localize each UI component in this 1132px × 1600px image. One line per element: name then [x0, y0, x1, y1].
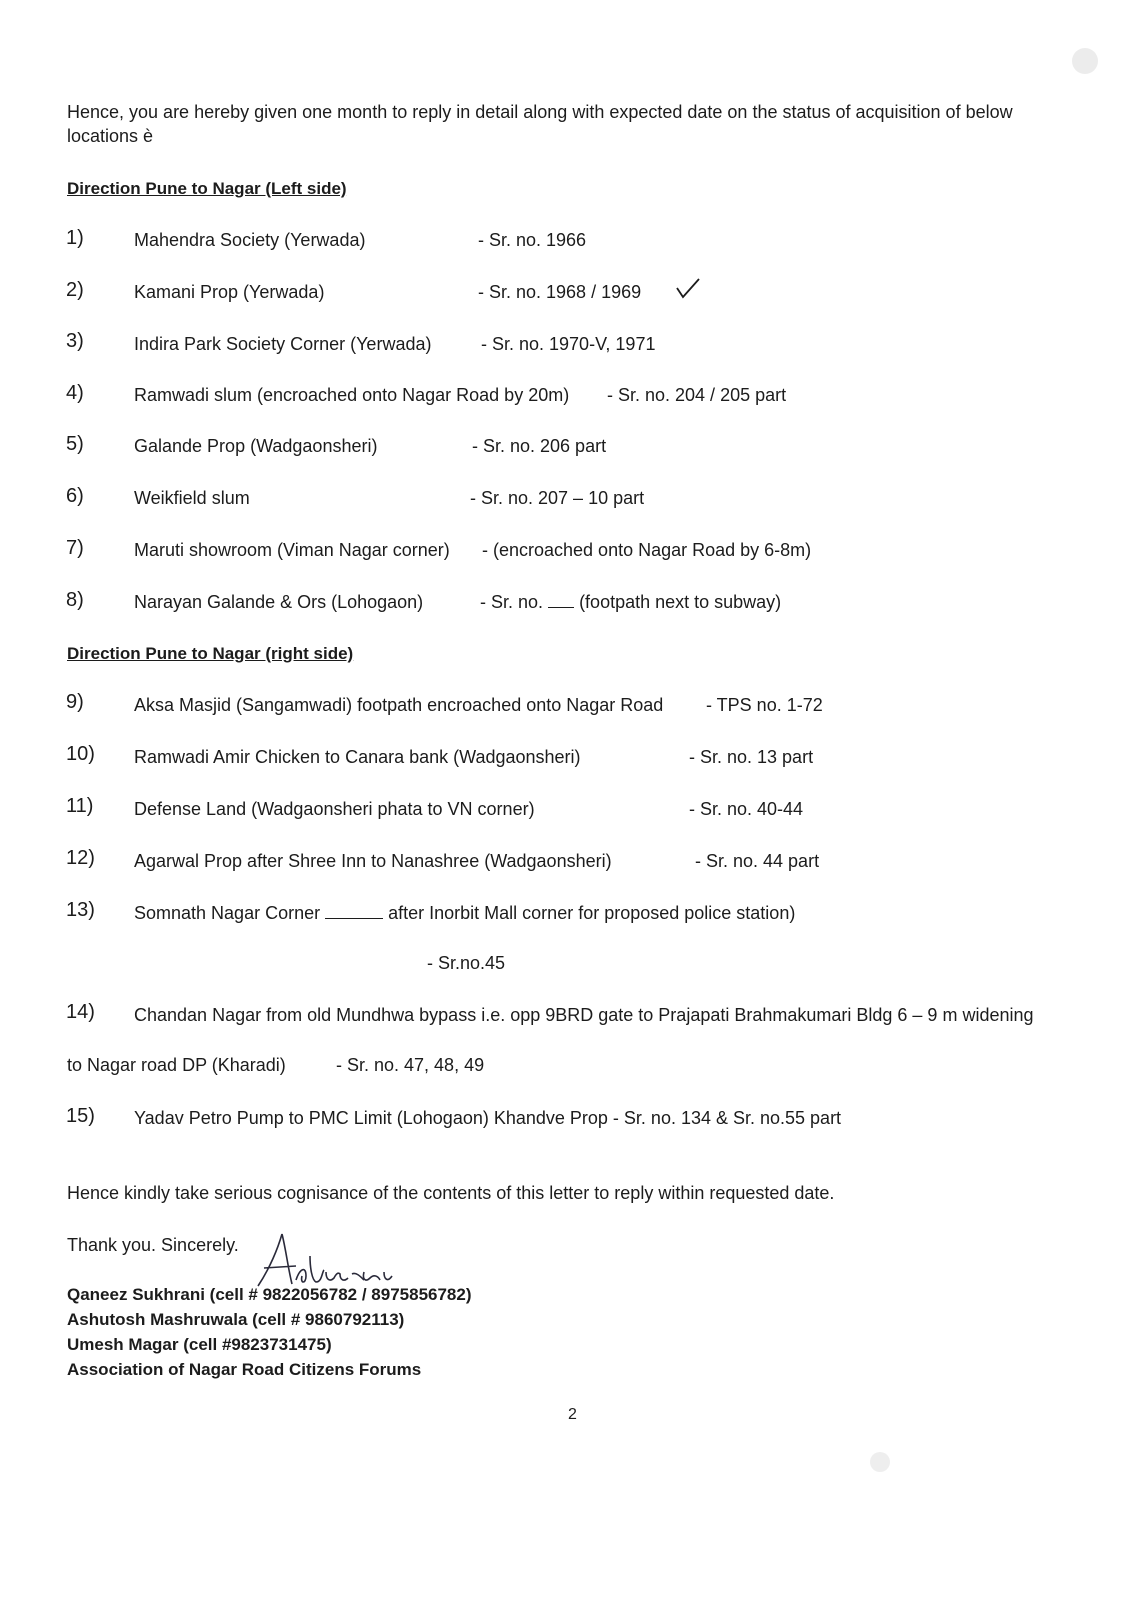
item-number: 7): [66, 537, 84, 559]
blank-line: [325, 904, 383, 919]
item-location: Ramwadi slum (encroached onto Nagar Road by 20m): [134, 385, 570, 405]
item-location: Agarwal Prop after Shree Inn to Nanashree (Wadgaonsheri): [134, 851, 612, 871]
item-number: 15): [66, 1105, 95, 1127]
item-ref: - Sr. no. 1966: [478, 230, 587, 250]
intro-line-2: locations è: [67, 126, 154, 146]
item-location: Narayan Galande & Ors (Lohogaon): [134, 592, 424, 612]
item-ref: - TPS no. 1-72: [706, 695, 823, 715]
closing-line: Hence kindly take serious cognisance of the contents of this letter to reply within requested date.: [67, 1183, 835, 1203]
item-number: 12): [66, 847, 95, 869]
item-location: Kamani Prop (Yerwada): [134, 282, 325, 302]
item-ref: - Sr.no.45: [427, 953, 506, 973]
item-location-prefix: Somnath Nagar Corner: [134, 903, 321, 923]
item-location: [134, 902, 795, 924]
item-number: 4): [66, 382, 84, 404]
item-number: 9): [66, 691, 84, 713]
signatory-line: Ashutosh Mashruwala (cell # 9860792113): [67, 1310, 405, 1329]
item-ref: - Sr. no. 40-44: [689, 799, 804, 819]
organization-name: Association of Nagar Road Citizens Forums: [67, 1360, 422, 1379]
checkmark-icon: [675, 276, 701, 300]
item-ref: [480, 591, 781, 613]
item-location: Aksa Masjid (Sangamwadi) footpath encroached onto Nagar Road: [134, 695, 664, 715]
scan-artifact: [1072, 48, 1098, 74]
item-ref: - Sr. no. 204 / 205 part: [607, 385, 787, 405]
item-ref: - Sr. no. 1968 / 1969: [478, 282, 642, 302]
section-heading-right: Direction Pune to Nagar (right side): [67, 644, 354, 663]
item-ref: - Sr. no. 44 part: [695, 851, 820, 871]
item-number: 5): [66, 433, 84, 455]
item-location: Defense Land (Wadgaonsheri phata to VN corner): [134, 799, 535, 819]
item-ref: - Sr. no. 47, 48, 49: [336, 1055, 485, 1075]
handwritten-signature: [252, 1228, 402, 1292]
item-number: 11): [66, 795, 94, 817]
scan-artifact: [870, 1452, 890, 1472]
item-ref: - Sr. no. 206 part: [472, 436, 607, 456]
item-number: 6): [66, 485, 84, 507]
item-number: 10): [66, 743, 95, 765]
item-ref: - Sr. no. 207 – 10 part: [470, 488, 645, 508]
item-number: 13): [66, 899, 95, 921]
signatory-line: Qaneez Sukhrani (cell # 9822056782 / 8975856782): [67, 1285, 472, 1304]
blank-line: [548, 593, 574, 608]
item-ref: - Sr. no. 1970-V, 1971: [481, 334, 656, 354]
page-number: 2: [568, 1406, 577, 1423]
item-location: Yadav Petro Pump to PMC Limit (Lohogaon) Khandve Prop - Sr. no. 134 & Sr. no.55 part: [134, 1108, 842, 1128]
intro-line-1: Hence, you are hereby given one month to reply in detail along with expected date on the status of acquisition of below: [67, 102, 1013, 122]
item-ref-tail: (footpath next to subway): [579, 592, 782, 612]
thanks-line: Thank you. Sincerely.: [67, 1235, 239, 1255]
item-location: Maruti showroom (Viman Nagar corner): [134, 540, 450, 560]
item-number: 2): [66, 279, 84, 301]
item-ref: - Sr. no. 13 part: [689, 747, 814, 767]
section-heading-left: Direction Pune to Nagar (Left side): [67, 179, 347, 198]
item-location: Indira Park Society Corner (Yerwada): [134, 334, 432, 354]
item-number: 3): [66, 330, 84, 352]
item-location: Chandan Nagar from old Mundhwa bypass i.e. opp 9BRD gate to Prajapati Brahmakumari Bldg 6 – 9 m widening: [134, 1005, 1034, 1025]
item-ref-prefix: - Sr. no.: [480, 592, 544, 612]
item-number: 1): [66, 227, 84, 249]
item-number: 8): [66, 589, 84, 611]
signatory-line: Umesh Magar (cell #9823731475): [67, 1335, 332, 1354]
item-location: Galande Prop (Wadgaonsheri): [134, 436, 378, 456]
item-location: Weikfield slum: [134, 488, 250, 508]
item-location-tail: after Inorbit Mall corner for proposed police station): [388, 903, 796, 923]
item-number: 14): [66, 1001, 95, 1023]
item-location-continued: to Nagar road DP (Kharadi): [67, 1055, 286, 1075]
item-ref: - (encroached onto Nagar Road by 6-8m): [482, 540, 812, 560]
item-location: Mahendra Society (Yerwada): [134, 230, 366, 250]
item-location: Ramwadi Amir Chicken to Canara bank (Wadgaonsheri): [134, 747, 581, 767]
